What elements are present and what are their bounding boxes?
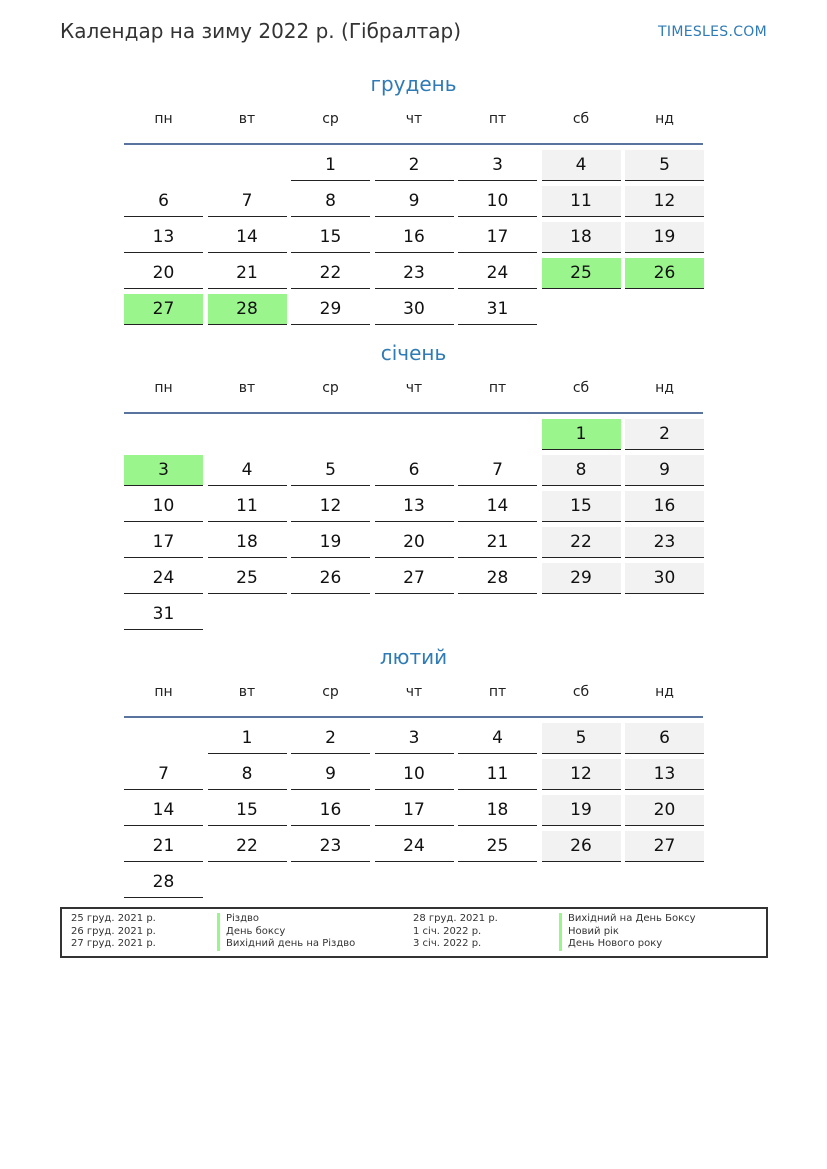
day-cell: 21 xyxy=(208,258,287,289)
month-title: січень xyxy=(380,341,447,365)
day-cell: 13 xyxy=(625,759,704,790)
day-cell: 5 xyxy=(542,723,621,754)
day-cell: 5 xyxy=(625,150,704,181)
legend-date: 3 січ. 2022 р. xyxy=(413,938,482,949)
day-cell: 27 xyxy=(625,831,704,862)
day-cell: 12 xyxy=(291,491,370,522)
weekday-label: вт xyxy=(238,380,256,396)
day-cell: 22 xyxy=(208,831,287,862)
day-cell: 4 xyxy=(542,150,621,181)
weekday-label: ср xyxy=(322,380,339,396)
day-cell: 11 xyxy=(542,186,621,217)
day-cell: 10 xyxy=(458,186,537,217)
day-cell: 28 xyxy=(458,563,537,594)
day-cell: 4 xyxy=(208,455,287,486)
legend-date: 26 груд. 2021 р. xyxy=(71,925,156,937)
weekday-label: пт xyxy=(488,111,507,127)
day-cell: 6 xyxy=(124,186,203,217)
month-title: грудень xyxy=(370,72,457,96)
day-cell: 14 xyxy=(458,491,537,522)
brand-link[interactable]: TIMESLES.COM xyxy=(658,24,767,40)
day-cell: 22 xyxy=(542,527,621,558)
legend-item xyxy=(71,926,411,939)
day-cell: 25 xyxy=(542,258,621,289)
weekday-label: пн xyxy=(154,380,173,396)
weekday-header xyxy=(124,105,703,145)
weekday-label: нд xyxy=(655,380,674,396)
weekday-label: ср xyxy=(322,111,339,127)
weekday-label: пн xyxy=(154,111,173,127)
day-cell: 10 xyxy=(124,491,203,522)
day-cell: 6 xyxy=(625,723,704,754)
legend-item xyxy=(71,913,411,926)
day-cell: 5 xyxy=(291,455,370,486)
day-cell: 7 xyxy=(458,455,537,486)
day-cell: 13 xyxy=(375,491,454,522)
legend-item xyxy=(71,938,411,951)
day-cell: 6 xyxy=(375,455,454,486)
legend-item xyxy=(413,938,753,951)
day-cell: 11 xyxy=(208,491,287,522)
day-cell: 17 xyxy=(458,222,537,253)
legend-column xyxy=(413,913,753,951)
day-cell: 18 xyxy=(208,527,287,558)
legend-date: 28 груд. 2021 р. xyxy=(413,913,498,924)
weekday-label: ср xyxy=(322,684,339,700)
month-title: лютий xyxy=(379,645,448,669)
day-cell: 19 xyxy=(625,222,704,253)
weekday-label: чт xyxy=(405,684,423,700)
day-cell: 29 xyxy=(542,563,621,594)
day-cell: 18 xyxy=(542,222,621,253)
month-calendar xyxy=(124,339,703,624)
day-cell: 2 xyxy=(375,150,454,181)
day-cell: 2 xyxy=(625,419,704,450)
day-cell: 11 xyxy=(458,759,537,790)
day-cell: 24 xyxy=(375,831,454,862)
day-cell: 2 xyxy=(291,723,370,754)
day-cell: 16 xyxy=(625,491,704,522)
weekday-label: сб xyxy=(572,380,590,396)
legend-holiday-name: День боксу xyxy=(217,926,285,939)
day-cell: 17 xyxy=(124,527,203,558)
legend-item xyxy=(413,913,753,926)
legend-date: 25 груд. 2021 р. xyxy=(71,913,156,924)
day-cell: 9 xyxy=(625,455,704,486)
weekday-label: вт xyxy=(238,111,256,127)
day-cell: 16 xyxy=(375,222,454,253)
day-cell: 23 xyxy=(625,527,704,558)
day-cell: 8 xyxy=(542,455,621,486)
day-cell: 8 xyxy=(208,759,287,790)
day-cell: 24 xyxy=(458,258,537,289)
day-cell: 22 xyxy=(291,258,370,289)
day-cell: 28 xyxy=(208,294,287,325)
legend-item xyxy=(413,926,753,939)
day-cell: 28 xyxy=(124,867,203,898)
weekday-label: пн xyxy=(154,684,173,700)
day-cell: 23 xyxy=(291,831,370,862)
weekday-header xyxy=(124,678,703,718)
weekday-label: чт xyxy=(405,380,423,396)
day-cell: 19 xyxy=(291,527,370,558)
day-cell: 4 xyxy=(458,723,537,754)
legend-date: 27 груд. 2021 р. xyxy=(71,938,156,949)
day-cell: 12 xyxy=(625,186,704,217)
day-cell: 27 xyxy=(375,563,454,594)
day-cell: 15 xyxy=(291,222,370,253)
day-cell: 1 xyxy=(208,723,287,754)
day-cell: 17 xyxy=(375,795,454,826)
weekday-label: вт xyxy=(238,684,256,700)
legend-holiday-name: Новий рік xyxy=(559,926,619,939)
day-cell: 31 xyxy=(124,599,203,630)
day-cell: 31 xyxy=(458,294,537,325)
day-cell: 15 xyxy=(208,795,287,826)
day-cell: 21 xyxy=(458,527,537,558)
day-cell: 9 xyxy=(375,186,454,217)
day-cell: 14 xyxy=(124,795,203,826)
day-cell: 25 xyxy=(458,831,537,862)
day-cell: 1 xyxy=(291,150,370,181)
day-cell: 26 xyxy=(291,563,370,594)
day-cell: 9 xyxy=(291,759,370,790)
legend-holiday-name: День Нового року xyxy=(559,938,662,951)
day-cell: 26 xyxy=(542,831,621,862)
day-cell: 26 xyxy=(625,258,704,289)
weekday-label: чт xyxy=(405,111,423,127)
day-cell: 27 xyxy=(124,294,203,325)
day-cell: 18 xyxy=(458,795,537,826)
day-cell: 20 xyxy=(375,527,454,558)
day-cell: 29 xyxy=(291,294,370,325)
day-cell: 30 xyxy=(625,563,704,594)
weekday-label: нд xyxy=(655,111,674,127)
legend-date: 1 січ. 2022 р. xyxy=(413,925,482,937)
day-cell: 16 xyxy=(291,795,370,826)
day-cell: 8 xyxy=(291,186,370,217)
weekday-label: пт xyxy=(488,380,507,396)
day-cell: 30 xyxy=(375,294,454,325)
day-cell: 3 xyxy=(375,723,454,754)
day-cell: 3 xyxy=(458,150,537,181)
day-cell: 23 xyxy=(375,258,454,289)
weekday-header xyxy=(124,374,703,414)
day-cell: 25 xyxy=(208,563,287,594)
day-cell: 15 xyxy=(542,491,621,522)
legend-column xyxy=(71,913,411,951)
day-cell: 10 xyxy=(375,759,454,790)
holiday-legend xyxy=(60,907,768,958)
weekday-label: сб xyxy=(572,684,590,700)
legend-holiday-name: Вихідний день на Різдво xyxy=(217,938,355,951)
legend-holiday-name: Вихідний на День Боксу xyxy=(559,913,696,926)
page-title: Календар на зиму 2022 р. (Гібралтар) xyxy=(60,19,462,43)
month-calendar xyxy=(124,643,703,892)
weekday-label: пт xyxy=(488,684,507,700)
weekday-label: сб xyxy=(572,111,590,127)
day-cell: 20 xyxy=(625,795,704,826)
day-cell: 1 xyxy=(542,419,621,450)
day-cell: 13 xyxy=(124,222,203,253)
day-cell: 14 xyxy=(208,222,287,253)
day-cell: 19 xyxy=(542,795,621,826)
day-cell: 24 xyxy=(124,563,203,594)
day-cell: 21 xyxy=(124,831,203,862)
day-cell: 3 xyxy=(124,455,203,486)
day-cell: 20 xyxy=(124,258,203,289)
weekday-label: нд xyxy=(655,684,674,700)
day-cell: 7 xyxy=(208,186,287,217)
day-cell: 12 xyxy=(542,759,621,790)
month-calendar xyxy=(124,70,703,319)
day-cell: 7 xyxy=(124,759,203,790)
legend-holiday-name: Різдво xyxy=(217,913,259,926)
